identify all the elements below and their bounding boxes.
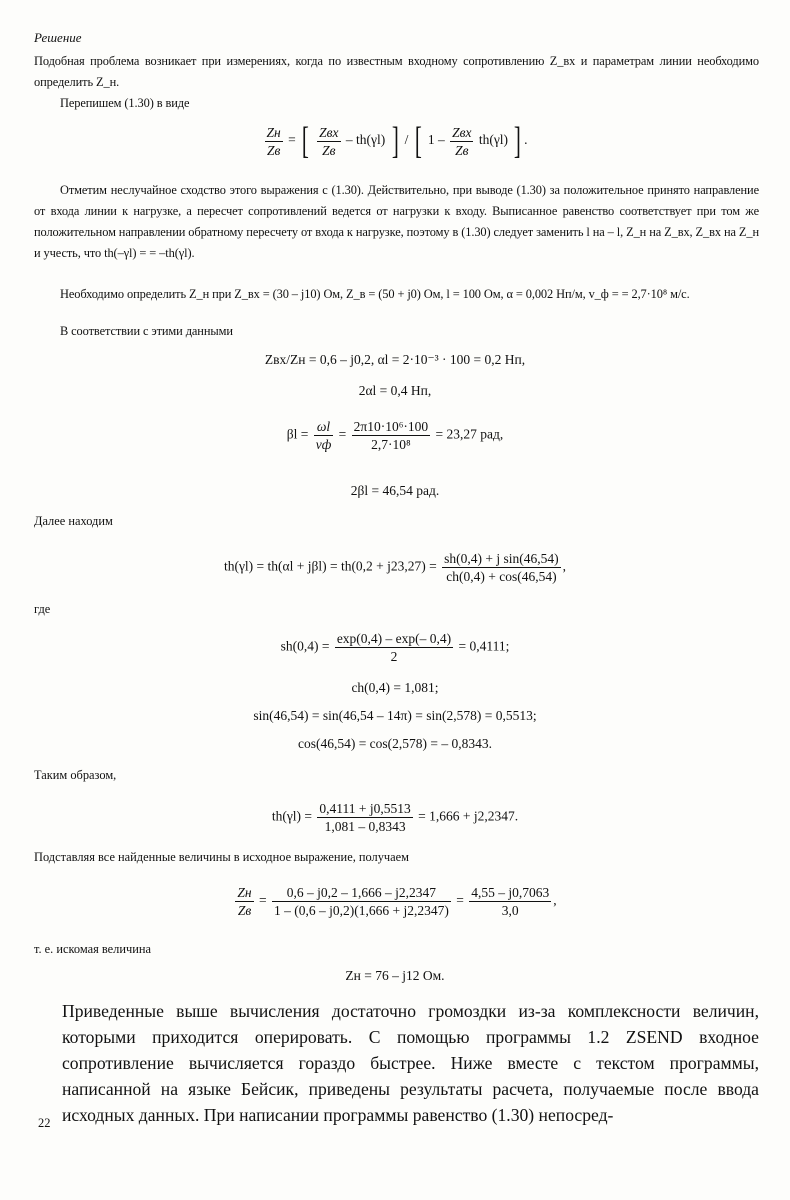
paragraph-problem: Подобная проблема возникает при измерениях, когда по известным входному сопротивлению Z_вх и параметрам линии необходимо определить Z_н. — [34, 54, 759, 89]
equation-cos: cos(46,54) = cos(2,578) = – 0,8343. — [297, 736, 493, 751]
page-number: 22 — [38, 1116, 51, 1130]
equation-ratios: Zвх/Zн = 0,6 – j0,2, αl = 2·10⁻³ · 100 = 0,2 Нп, — [264, 352, 526, 367]
equation-th-result: th(γl) = $\frac{0,4111 + j0,5513}{1,081 - 0,8343}$ = 1,666 + j2,2347. — [271, 801, 519, 834]
paragraph-substitute: Подставляя все найденные величины в исходное выражение, получаем — [34, 850, 409, 864]
paragraph-given: Необходимо определить Z_н при Z_вх = (30 – j10) Ом, Z_в = (50 + j0) Ом, l = 100 Ом, α = 0,002 Нп/м, v_ф = = 2,7·10⁸ м/с. — [60, 287, 690, 301]
equation-sh: sh(0,4) = $\frac{\exp(0,4) - \exp(- 0,4)}{2}$ = 0,4111; — [280, 631, 510, 664]
paragraph-where: где — [34, 602, 51, 616]
paragraph-rewrite: Перепишем (1.30) в виде — [60, 96, 190, 110]
paragraph-sought: т. е. искомая величина — [34, 942, 151, 956]
main-paragraph: Приведенные выше вычисления достаточно громоздки из-за комплексности величин, которыми приходится оперировать. С помощью программы 1.2 ZSEND входное сопротивление вычисляется гораздо быстрее. Ниже вместе с текстом программы, написанной на языке Бейсик, приведены результаты расчета, получаемые после ввода исходных данных. При написании программы равенство (1.30) непосред- — [62, 1001, 759, 1125]
paragraph-next: Далее находим — [34, 514, 113, 528]
equation-final-ratio: $\frac{Zн}{Zв}$ = $\frac{0,6 - j0,2 - 1,666 - j2,2347}{1 - (0,6 - j0,2)(1,666 + j2,2347)}$ = $\frac{4,55 - j0,7063}{3,0}$ , — [237, 885, 557, 918]
equation-result: Zн = 76 – j12 Ом. — [345, 968, 445, 983]
section-heading: Решение — [34, 30, 82, 45]
equation-impedance-ratio: $\frac{Zн}{Zв}$ = [ $\frac{\text{Zвх}}{Zв}$ – th(γl) ] / [ 1 – $\frac{\text{Zвх}}{Zв}$ th(γl) ] . — [266, 120, 528, 162]
equation-ch: ch(0,4) = 1,081; — [351, 680, 439, 695]
equation-beta-l: βl = $\frac{\omega l}{vф}$ = $\frac{\text{2π10·10⁶·100}}{\text{2,7·10⁸}}$ = 23,27 рад, — [286, 419, 504, 452]
paragraph-accordance: В соответствии с этими данными — [60, 324, 233, 338]
equation-2al: 2αl = 0,4 Нп, — [358, 383, 432, 398]
paragraph-note: Отметим неслучайное сходство этого выражения с (1.30). Действительно, при выводе (1.30) за положительное принято направление от входа линии к нагрузке, а пересчет сопротивлений ведется от нагрузки к входу. Выписанное равенство соответствует при том же положительном направлении обратному пересчету от входа к нагрузке, поэтому в (1.30) следует заменить l на – l, Z_н на Z_вх, Z_вх на Z_н и учесть, что th(–γl) = = –th(γl). — [34, 183, 759, 260]
equation-th: th(γl) = th(αl + jβl) = th(0,2 + j23,27) = $\frac{\text{sh(0,4) + j sin(46,54)}}{ch(0,4) + \cos(46,54)}$ , — [223, 551, 567, 584]
equation-sin: sin(46,54) = sin(46,54 – 14π) = sin(2,578) = 0,5513; — [253, 708, 537, 723]
equation-2beta-l: 2βl = 46,54 рад. — [350, 483, 440, 498]
paragraph-thus: Таким образом, — [34, 768, 117, 782]
